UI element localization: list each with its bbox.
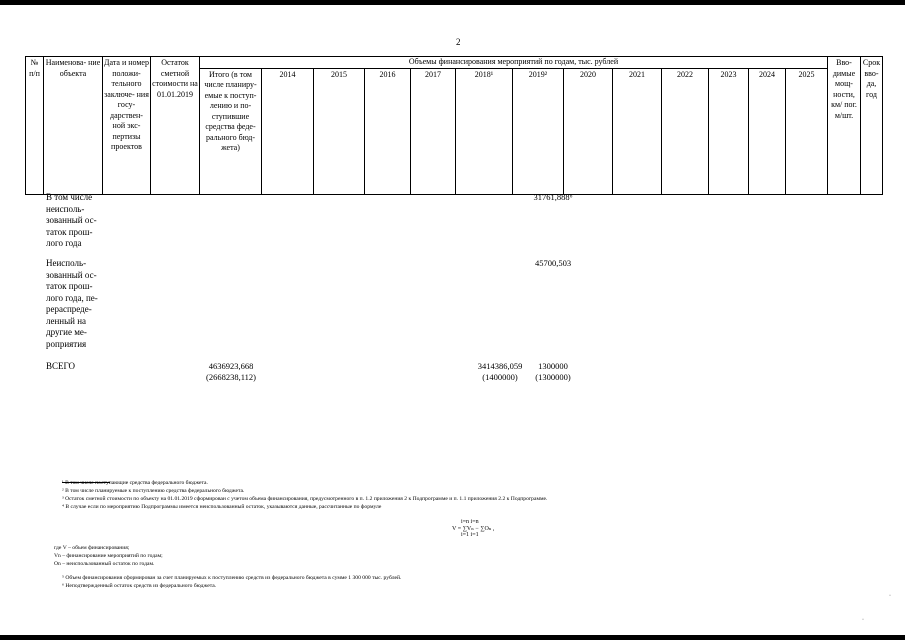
row-total-2019-federal: (1300000) [535,372,571,382]
formula-lower-limits: i=1 i=1 [461,532,479,538]
row-including-2019: 31761,888⁶ [533,192,573,202]
row-redistributed-2019: 45700,503 [534,258,572,268]
scan-speck: · [889,593,891,599]
header-year-2020: 2020 [564,68,613,194]
header-term: Срок вво- да, год [861,57,883,195]
formula [452,519,494,539]
row-redistributed-label: Неисполь- зованный ос- таток прош- лого года, пе- рераспреде- ленный на другие ме- роприятия [46,258,98,349]
footnote-6: ⁶ Неподтвержденный остаток средств из федерального бюджета. [62,583,217,589]
header-year-2024: 2024 [749,68,786,194]
header-year-2019: 2019² [513,68,564,194]
bottom-border [0,635,905,640]
footnote-1: ¹ В том числе поступающие средства федерального бюджета. [62,480,208,486]
header-year-2016: 2016 [365,68,411,194]
where-on: On – неиспользованный остаток по годам. [54,561,155,567]
funding-table-header [25,56,883,195]
row-total-2018: 3414386,059 [477,361,523,371]
where-vn: Vn – финансирование мероприятий по годам; [54,553,163,559]
header-funding-group: Объемы финансирования мероприятий по годам, тыс. рублей [200,57,828,69]
header-year-2015: 2015 [314,68,365,194]
footnote-4: ⁴ В случае если по мероприятию Подпрограммы имеется неиспользованный остаток, указываются данные, рассчитанные по формуле [62,504,382,510]
header-year-2021: 2021 [613,68,662,194]
row-total-2019: 1300000 [538,361,568,371]
page-number: 2 [456,37,461,47]
footnote-3: ³ Остаток сметной стоимости по объекту на 01.01.2019 сформирован с учетом объема финансирования, предусмотренного в п. 1.2 приложения 2 к Подпрограмме и п. 1.1 приложения 2.2 к Подпрограмме. [62,496,548,502]
header-year-2018: 2018¹ [456,68,513,194]
header-capacity: Вво- димые мощ- ности, км/ пог. м/шт. [828,57,861,195]
header-year-2017: 2017 [411,68,456,194]
where-v: где V – объем финансирования; [54,545,130,551]
scan-speck: · [862,617,864,623]
footnote-5: ⁵ Объем финансирования сформирован за счет планируемых к поступлению средств из федерального бюджета в сумме 1 300 000 тыс. рублей. [62,575,402,581]
header-year-2025: 2025 [786,68,828,194]
top-border [0,0,905,5]
formula-main: V = ∑Vₙ − ∑Oₙ , [452,525,495,532]
row-total-label: ВСЕГО [46,361,75,371]
row-total-sum: 4636923,668 [208,361,254,371]
row-total-2018-federal: (1400000) [482,372,518,382]
header-year-2023: 2023 [709,68,749,194]
header-year-2014: 2014 [262,68,314,194]
header-total: Итого (в том числе планиру- емые к поступ- лению и по- ступившие средства феде- рального бюд- жета) [200,68,262,194]
header-expertise-date: Дата и номер положи- тельного заключе- ния госу- дарствен- ной экс- пертизы проектов [103,57,151,195]
footnote-2: ² В том числе планируемые к поступлению средства федерального бюджета. [62,488,245,494]
row-total-sum-federal: (2668238,112) [206,372,256,382]
header-object-name: Наименова- ние объекта [44,57,103,195]
header-remainder: Остаток сметной стоимости на 01.01.2019 [151,57,200,195]
formula-upper-limits: i=n i=n [461,519,479,525]
header-no: № п/п [26,57,44,195]
row-including-label: В том числе неисполь- зованный ос- таток прош- лого года [46,192,97,248]
header-year-2022: 2022 [662,68,709,194]
